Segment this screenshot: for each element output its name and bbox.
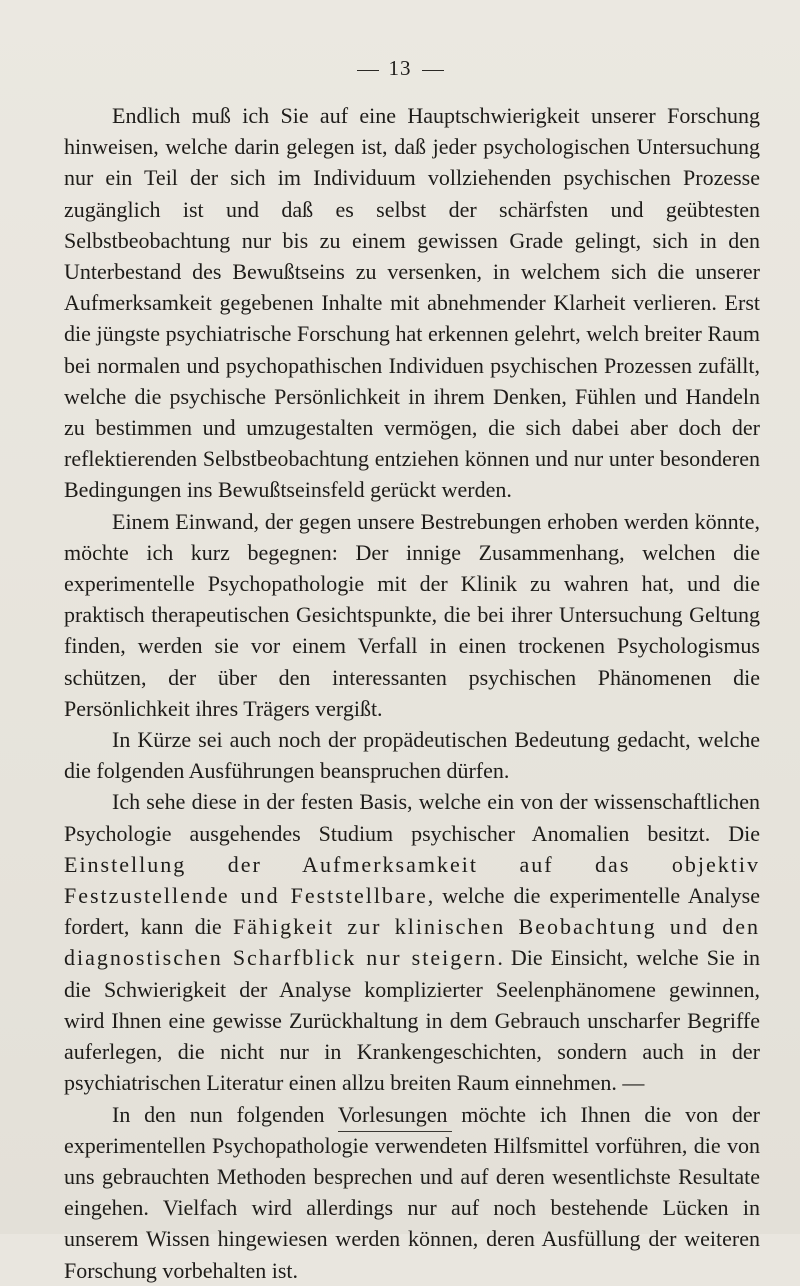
paragraph-propaedeutic: In Kürze sei auch noch der propädeutischen Bedeutung gedacht, welche die folgenden Ausführungen beanspruchen dürfen. — [64, 727, 760, 784]
paragraph-objection: Einem Einwand, der gegen unsere Bestrebungen erhoben werden könnte, möchte ich kurz begegnen: Der innige Zusammenhang, welchen die experimentelle Psychopathologie mit der Klinik zu wahren hat, und die praktisch therapeutischen Gesichtspunkte, die bei ihrer Untersuchung Geltung finden, werden sie vor einem Verfall in einen trockenen Psychologismus schützen, der über den interessanten psychischen Phänomenen die Persönlichkeit ihres Trägers vergißt. — [64, 508, 760, 721]
paragraph-basis-text-2: , welche die experimentelle Analyse fordert, kann die — [64, 883, 760, 940]
emphasis-attention-setting: Einstellung der Aufmerksamkeit auf das objektiv Festzustellende und Feststellbare — [64, 851, 760, 909]
page-number-left-dash — [357, 70, 379, 71]
paragraph-basis-text-1: Ich sehe diese in der festen Basis, welche ein von der wissenschaftlichen Psychologie ausgehendes Studium psychischer Anomalien besitzt. Die — [64, 789, 760, 846]
body-text — [64, 100, 760, 1286]
emphasis-clinical-observation: Fähigkeit zur klinischen Beobachtung und den diagnostischen Scharfblick nur steigern — [64, 914, 760, 971]
paragraph-basis-text-3: . Die Einsicht, welche Sie in die Schwierigkeit der Analyse komplizierter Seelenphänomene gewinnen, wird Ihnen eine gewisse Zurückhaltung in dem Gebrauch unscharfer Begriffe auferlegen, die nicht nur in Krankengeschichten, sondern auch in der psychiatrischen Literatur einen allzu breiten Raum einnehmen. — — [64, 945, 760, 1096]
end-rule — [338, 1131, 452, 1132]
paragraph-lectures: In den nun folgenden Vorlesungen möchte ich Ihnen die von der experimentellen Psychopathologie verwendeten Hilfsmittel vorführen, die von uns gebrauchten Methoden besprechen und auf deren wesentlichste Resultate eingehen. Vielfach wird allerdings nur auf noch bestehende Lücken in unserem Wissen hingewiesen werden können, deren Ausfüllung der weiteren Forschung vorbehalten ist. — [64, 1101, 760, 1283]
paragraph-basis — [64, 786, 760, 1098]
page-number: 13 — [388, 56, 412, 80]
page-number-right-dash — [422, 70, 444, 71]
page-number-header — [0, 56, 800, 81]
paragraph-main-difficulty: Endlich muß ich Sie auf eine Hauptschwierigkeit unserer Forschung hinweisen, welche darin gelegen ist, daß jeder psychologischen Untersuchung nur ein Teil der sich im Individuum vollziehenden psychischen Prozesse zugänglich ist und daß es selbst der schärfsten und geübtesten Selbstbeobachtung nur bis zu einem gewissen Grade gelingt, sich in den Unterbestand des Bewußtseins zu versenken, in welchem sich die unserer Aufmerksamkeit gegebenen Inhalte mit abnehmender Klarheit verlieren. Erst die jüngste psychiatrische Forschung hat erkennen gelehrt, welch breiter Raum bei normalen und psychopathischen Individuen psychischen Prozessen zufällt, welche die psychische Persönlichkeit in ihrem Denken, Fühlen und Handeln zu bestimmen und umzugestalten vermögen, die sich dabei aber doch der reflektierenden Selbstbeobachtung entziehen können und nur unter besonderen Bedingungen ins Bewußtseinsfeld gerückt werden. — [64, 103, 760, 503]
